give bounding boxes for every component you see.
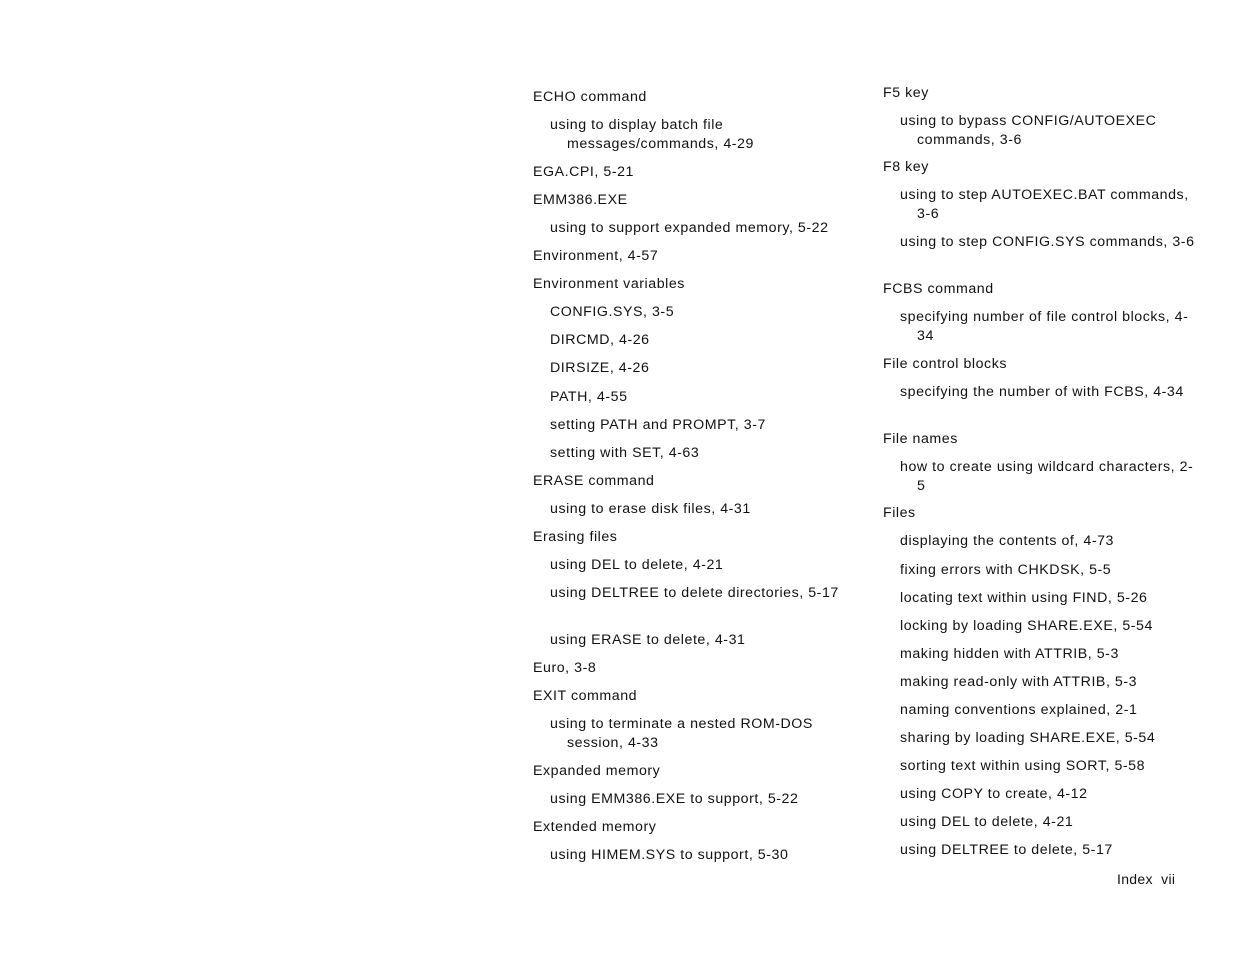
index-subentry: using DEL to delete, 4-21 [550,557,724,573]
index-heading: EMM386.EXE [533,192,628,208]
index-heading: FCBS command [883,281,994,297]
index-heading: Environment variables [533,276,685,292]
index-subentry: using to bypass CONFIG/AUTOEXEC commands, 3-6 [900,113,1157,148]
index-subentry: using EMM386.EXE to support, 5-22 [550,791,799,807]
index-subentry: displaying the contents of, 4-73 [900,533,1114,549]
index-subentry: sharing by loading SHARE.EXE, 5-54 [900,730,1156,746]
index-subentry: DIRCMD, 4-26 [550,332,650,348]
index-heading: F8 key [883,159,929,175]
index-subentry: using to display batch file messages/commands, 4-29 [550,117,754,152]
index-heading: Euro, 3-8 [533,660,597,676]
index-subentry: setting PATH and PROMPT, 3-7 [550,417,766,433]
index-subentry: PATH, 4-55 [550,389,628,405]
index-subentry: using ERASE to delete, 4-31 [550,632,746,648]
index-heading: Extended memory [533,819,657,835]
index-subentry: naming conventions explained, 2-1 [900,702,1138,718]
index-subentry: locking by loading SHARE.EXE, 5-54 [900,618,1153,634]
index-subentry: using DELTREE to delete, 5-17 [900,842,1113,858]
index-subentry: using to step AUTOEXEC.BAT commands, 3-6 [900,187,1189,222]
page-footer [1117,871,1175,887]
index-subentry: making read-only with ATTRIB, 5-3 [900,674,1138,690]
index-heading: Erasing files [533,529,618,545]
index-heading: ERASE command [533,473,655,489]
index-heading: ECHO command [533,89,647,105]
index-heading: File names [883,431,958,447]
index-subentry: fixing errors with CHKDSK, 5-5 [900,562,1112,578]
index-heading: F5 key [883,85,929,101]
index-subentry: using to support expanded memory, 5-22 [550,220,829,236]
footer-page-number: vii [1161,871,1176,887]
index-subentry: using to terminate a nested ROM-DOS session, 4-33 [550,716,813,751]
index-heading: Expanded memory [533,763,661,779]
index-heading: Files [883,505,916,521]
index-subentry: using DEL to delete, 4-21 [900,814,1074,830]
index-subentry: how to create using wildcard characters, 2-5 [900,459,1194,494]
index-subentry: specifying the number of with FCBS, 4-34 [900,384,1184,400]
index-subentry: using to erase disk files, 4-31 [550,501,751,517]
index-heading: File control blocks [883,356,1007,372]
index-subentry: using COPY to create, 4-12 [900,786,1088,802]
index-heading: EGA.CPI, 5-21 [533,164,634,180]
index-subentry: using to step CONFIG.SYS commands, 3-6 [900,234,1195,250]
index-subentry: DIRSIZE, 4-26 [550,360,650,376]
index-subentry: specifying number of file control blocks, 4-34 [900,309,1189,344]
index-heading: EXIT command [533,688,638,704]
index-subentry: using HIMEM.SYS to support, 5-30 [550,847,789,863]
index-subentry: setting with SET, 4-63 [550,445,700,461]
index-subentry: making hidden with ATTRIB, 5-3 [900,646,1119,662]
footer-section: Index [1117,871,1153,887]
index-subentry: sorting text within using SORT, 5-58 [900,758,1146,774]
index-subentry: locating text within using FIND, 5-26 [900,590,1148,606]
index-subentry: CONFIG.SYS, 3-5 [550,304,675,320]
index-heading: Environment, 4-57 [533,248,659,264]
index-subentry: using DELTREE to delete directories, 5-17 [550,585,839,601]
